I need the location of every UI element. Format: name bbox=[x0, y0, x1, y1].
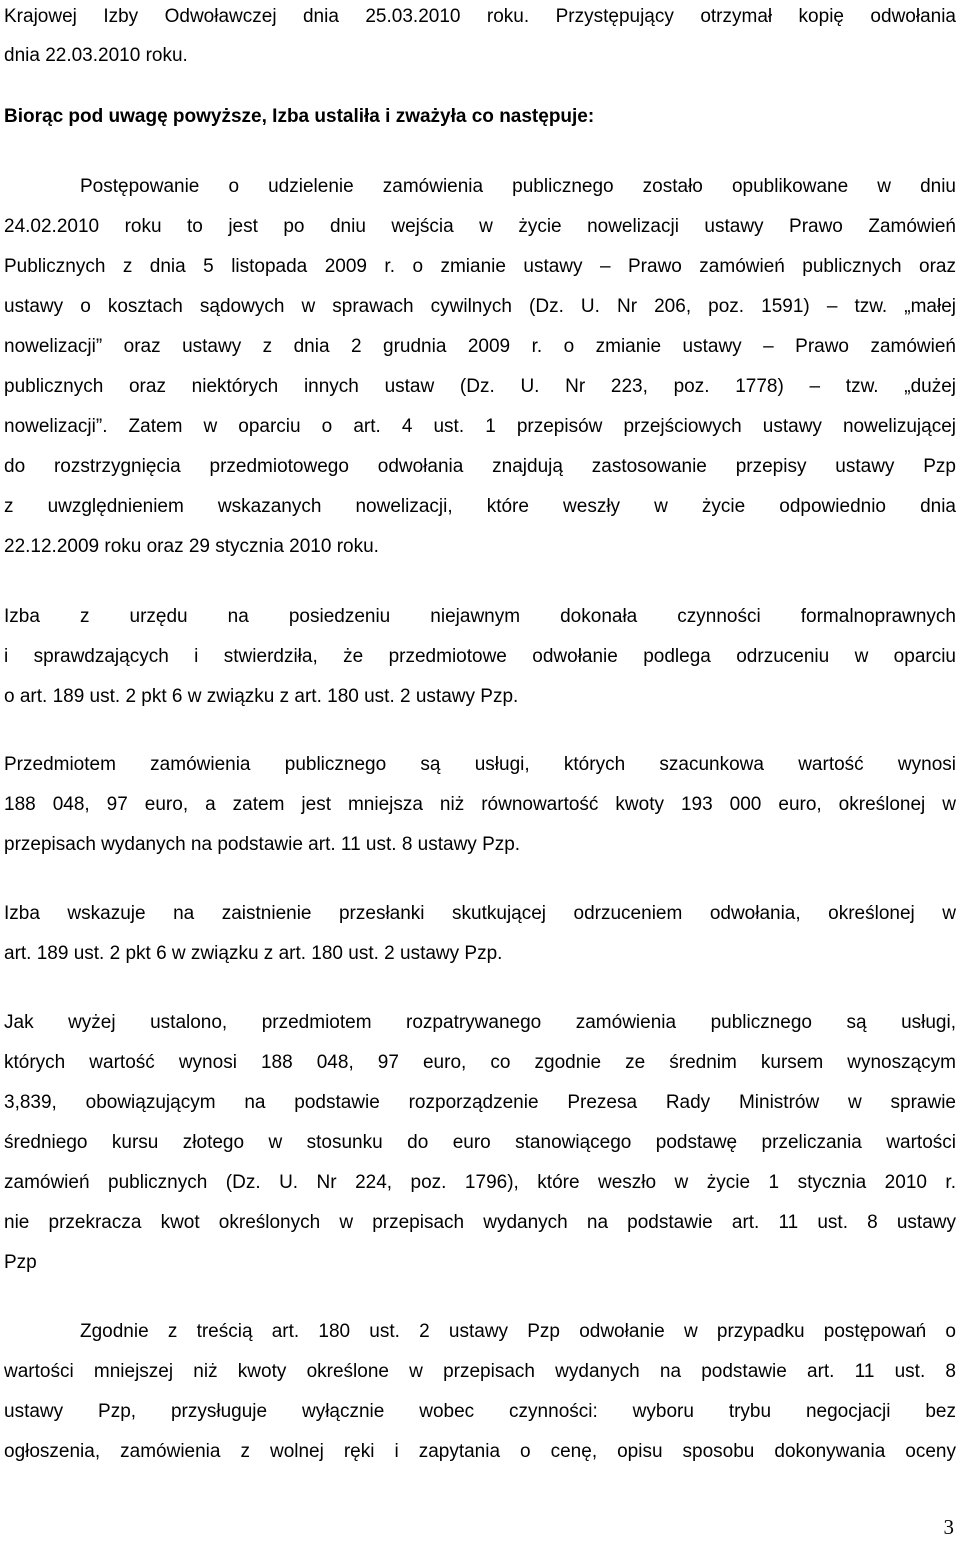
text-line: Krajowej Izby Odwoławczej dnia 25.03.2010 roku. Przystępujący otrzymał kopię odwołania bbox=[4, 6, 956, 27]
page-number: 3 bbox=[943, 1515, 954, 1539]
text-line: publicznych oraz niektórych innych ustaw (Dz. U. Nr 223, poz. 1778) – tzw. „dużej bbox=[4, 376, 956, 397]
text-line: Pzp bbox=[4, 1252, 37, 1273]
text-line: 3,839, obowiązującym na podstawie rozporządzenie Prezesa Rady Ministrów w sprawie bbox=[4, 1092, 956, 1113]
text-line: nowelizacji” oraz ustawy z dnia 2 grudnia 2009 r. o zmianie ustawy – Prawo zamówień bbox=[4, 336, 956, 357]
text-line: Publicznych z dnia 5 listopada 2009 r. o zmianie ustawy – Prawo zamówień publicznych oraz bbox=[4, 256, 956, 277]
text-line: ustawy Pzp, przysługuje wyłącznie wobec czynności: wyboru trybu negocjacji bez bbox=[4, 1401, 956, 1422]
text-line: 188 048, 97 euro, a zatem jest mniejsza niż równowartość kwoty 193 000 euro, określonej w bbox=[4, 794, 956, 815]
text-line: zamówień publicznych (Dz. U. Nr 224, poz. 1796), które weszło w życie 1 stycznia 2010 r. bbox=[4, 1172, 956, 1193]
text-line: o art. 189 ust. 2 pkt 6 w związku z art. 180 ust. 2 ustawy Pzp. bbox=[4, 686, 519, 707]
section-heading: Biorąc pod uwagę powyższe, Izba ustaliła i zważyła co następuje: bbox=[4, 106, 595, 127]
text-line: których wartość wynosi 188 048, 97 euro, co zgodnie ze średnim kursem wynoszącym bbox=[4, 1052, 956, 1073]
text-line: 22.12.2009 roku oraz 29 stycznia 2010 roku. bbox=[4, 536, 379, 557]
text-line: z uwzględnieniem wskazanych nowelizacji, które weszły w życie odpowiednio dnia bbox=[4, 496, 956, 517]
text-line: Jak wyżej ustalono, przedmiotem rozpatrywanego zamówienia publicznego są usługi, bbox=[4, 1012, 956, 1033]
text-line: średniego kursu złotego w stosunku do euro stanowiącego podstawę przeliczania wartości bbox=[4, 1132, 956, 1153]
text-line: i sprawdzających i stwierdziła, że przedmiotowe odwołanie podlega odrzuceniu w oparciu bbox=[4, 646, 956, 667]
text-line: nowelizacji”. Zatem w oparciu o art. 4 ust. 1 przepisów przejściowych ustawy nowelizującej bbox=[4, 416, 956, 437]
text-line: ogłoszenia, zamówienia z wolnej ręki i zapytania o cenę, opisu sposobu dokonywania oceny bbox=[4, 1441, 956, 1462]
text-line: Izba z urzędu na posiedzeniu niejawnym dokonała czynności formalnoprawnych bbox=[4, 606, 956, 627]
text-line: nie przekracza kwot określonych w przepisach wydanych na podstawie art. 11 ust. 8 ustawy bbox=[4, 1212, 956, 1233]
text-line: Przedmiotem zamówienia publicznego są usługi, których szacunkowa wartość wynosi bbox=[4, 754, 956, 775]
text-line: 24.02.2010 roku to jest po dniu wejścia w życie nowelizacji ustawy Prawo Zamówień bbox=[4, 216, 956, 237]
text-line: Postępowanie o udzielenie zamówienia publicznego zostało opublikowane w dniu bbox=[80, 176, 956, 197]
text-line: do rozstrzygnięcia przedmiotowego odwołania znajdują zastosowanie przepisy ustawy Pzp bbox=[4, 456, 956, 477]
text-line: wartości mniejszej niż kwoty określone w przepisach wydanych na podstawie art. 11 ust. 8 bbox=[4, 1361, 956, 1382]
text-line: dnia 22.03.2010 roku. bbox=[4, 45, 188, 66]
text-line: Izba wskazuje na zaistnienie przesłanki skutkującej odrzuceniem odwołania, określonej w bbox=[4, 903, 956, 924]
text-line: Zgodnie z treścią art. 180 ust. 2 ustawy Pzp odwołanie w przypadku postępowań o bbox=[80, 1321, 956, 1342]
text-line: ustawy o kosztach sądowych w sprawach cywilnych (Dz. U. Nr 206, poz. 1591) – tzw. „małej bbox=[4, 296, 956, 317]
text-line: przepisach wydanych na podstawie art. 11 ust. 8 ustawy Pzp. bbox=[4, 834, 521, 855]
text-line: art. 189 ust. 2 pkt 6 w związku z art. 180 ust. 2 ustawy Pzp. bbox=[4, 943, 503, 964]
